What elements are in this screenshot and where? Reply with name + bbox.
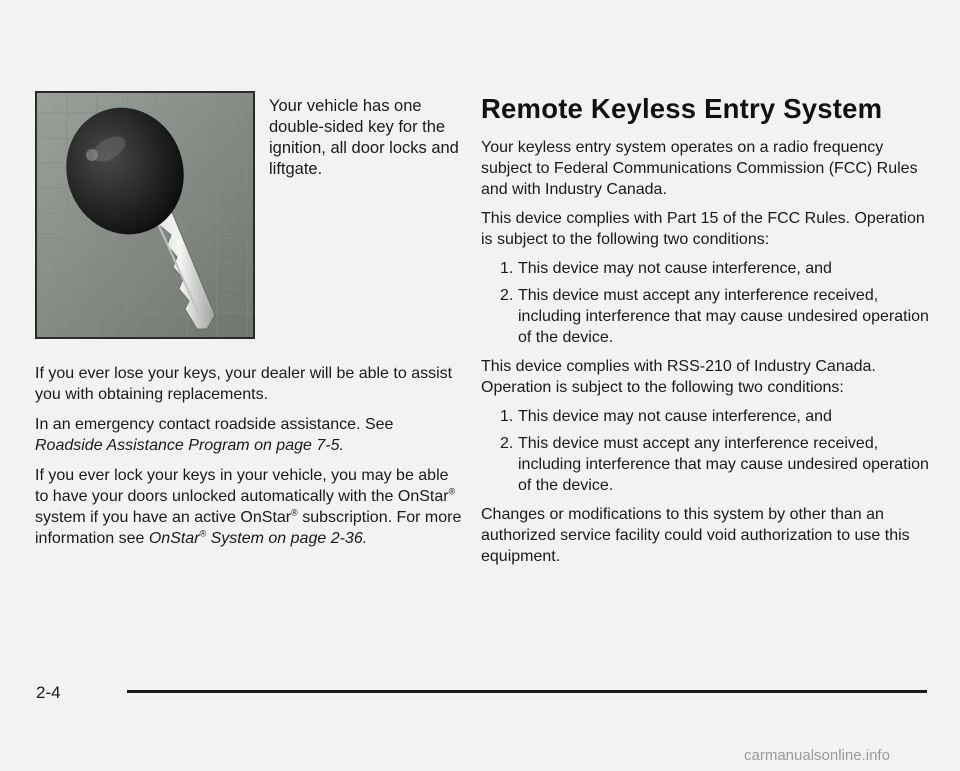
roadside-assistance-link[interactable]: Roadside Assistance Program on page 7-5. — [35, 437, 344, 454]
section-heading: Remote Keyless Entry System — [481, 93, 883, 124]
lost-keys-paragraph: If you ever lose your keys, your dealer will be able to assist you with obtaining replacements. — [35, 365, 453, 403]
onstar-text-a: If you ever lock your keys in your vehicle, you may be able to have your doors unlocked automatically with the OnStar — [35, 467, 449, 505]
list-number: 1. — [500, 260, 514, 277]
left-column — [35, 363, 465, 558]
right-column — [481, 92, 931, 575]
onstar-text-c: subscription. For more information see — [35, 509, 462, 547]
list-item — [481, 406, 931, 427]
emergency-text: In an emergency contact roadside assistance. See — [35, 416, 394, 433]
list-item-text: This device must accept any interference received, including interference that may cause undesired operation of the device. — [518, 435, 929, 494]
key-intro-text: Your vehicle has one double-sided key for the ignition, all door locks and liftgate. — [269, 97, 459, 178]
registered-mark: ® — [199, 528, 207, 539]
list-item-text: This device may not cause interference, and — [518, 260, 832, 277]
onstar-text-b: system if you have an active OnStar — [35, 509, 292, 526]
industry-canada-paragraph: This device complies with RSS-210 of Industry Canada. Operation is subject to the following two conditions: — [481, 358, 876, 396]
list-item — [481, 258, 931, 279]
onstar-link-text-a: OnStar — [148, 530, 200, 547]
key-photo — [35, 91, 255, 339]
fcc-conditions-list — [481, 258, 931, 348]
registered-mark: ® — [291, 507, 298, 518]
list-item — [481, 285, 931, 348]
list-item — [481, 433, 931, 496]
canada-conditions-list — [481, 406, 931, 496]
list-item-text: This device may not cause interference, and — [518, 408, 832, 425]
key-image — [37, 93, 253, 337]
page-number: 2-4 — [36, 683, 61, 702]
list-number: 2. — [500, 287, 514, 304]
list-number: 1. — [500, 408, 514, 425]
onstar-system-link[interactable] — [149, 530, 367, 547]
onstar-link-text-b: System on page 2-36. — [206, 530, 368, 547]
list-item-text: This device must accept any interference received, including interference that may cause undesired operation of the device. — [518, 287, 929, 346]
watermark: carmanualsonline.info — [744, 747, 890, 764]
emergency-paragraph — [35, 414, 465, 456]
list-number: 2. — [500, 435, 514, 452]
fcc-paragraph: This device complies with Part 15 of the FCC Rules. Operation is subject to the following two conditions: — [481, 210, 925, 248]
modifications-paragraph: Changes or modifications to this system by other than an authorized service facility could void authorization to use this equipment. — [481, 506, 910, 565]
keyless-intro-paragraph: Your keyless entry system operates on a radio frequency subject to Federal Communications Commission (FCC) Rules and with Industry Canada. — [481, 139, 918, 198]
onstar-paragraph — [35, 465, 465, 549]
registered-mark: ® — [448, 486, 456, 497]
footer-rule — [127, 690, 927, 693]
